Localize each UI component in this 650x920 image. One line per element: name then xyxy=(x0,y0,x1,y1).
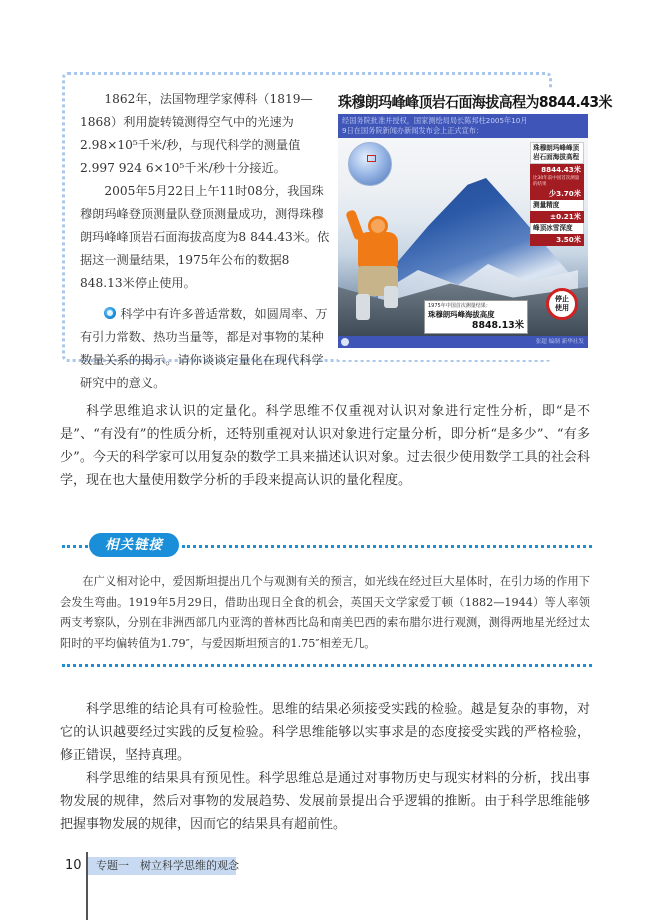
stats-height-value: 8844.43米 xyxy=(530,164,584,176)
stats-compare-note: 比30年前中国首次测量的结果 xyxy=(530,176,584,188)
location-marker-icon xyxy=(367,155,376,162)
infographic-footer xyxy=(338,336,588,348)
everest-infographic xyxy=(338,90,612,360)
paragraph-verifiability: 科学思维的结论具有可检验性。思维的结果必须接受实践的检验。越是复杂的事物，对它的认识越要经过实践的反复检验。科学思维能够以实事求是的态度接受实践的严格检验，修正错误，坚持真理。 xyxy=(60,702,590,763)
dotted-divider-right xyxy=(182,545,592,548)
infographic-title: 珠穆朗玛峰峰顶岩石面海拔高程为8844.43米 xyxy=(338,93,612,111)
related-link-tag: 相关链接 xyxy=(89,533,179,557)
stop-sign-line-1: 停止 xyxy=(555,295,569,303)
stats-header: 珠穆朗玛峰峰顶岩石面海拔高程 xyxy=(530,142,584,164)
stop-use-sign-icon xyxy=(546,288,578,320)
stats-snow-label: 峰顶冰雪深度 xyxy=(530,223,584,234)
old-result-caption: 1975年中国首次测量结果： xyxy=(428,303,491,309)
sidebox-question-text: 科学中有许多普适常数，如圆周率、万有引力常数、热功当量等，都是对事物的某种数量关系的揭示。请你谈谈定量化在现代科学研究中的意义。 xyxy=(80,307,328,390)
stats-precision-value: ±0.21米 xyxy=(530,211,584,223)
banner-line-1: 经国务院批准并授权，国家测绘局局长陈邦柱2005年10月 xyxy=(342,116,528,125)
main-paragraphs-verification xyxy=(60,698,590,836)
old-result-box xyxy=(424,300,528,334)
sidebox-text xyxy=(80,88,330,395)
sidebox-paragraph-foucault: 1862年，法国物理学家傅科（1819—1868）利用旋转镜测得空气中的光速为2.98×10⁵千米/秒，与现代科学的测量值2.997 924 6×10⁵千米/秒十分接近。 xyxy=(80,92,313,175)
old-result-label: 珠穆朗玛峰海拔高度 xyxy=(428,310,495,319)
sidebox-question xyxy=(80,303,330,395)
related-link-paragraph: 在广义相对论中，爱因斯坦提出几个与观测有关的预言，如光线在经过巨大星体时，在引力场的作用下会发生弯曲。1919年5月29日，借助出现日全食的机会，英国天文学家爱丁顿（1882—1944）等人率领两支考察队，分别在非洲西部几内亚湾的普林西比岛和南美巴西的索布腊尔进行观测，测得两地星光经过太阳时的平均偏转值为1.79″，与爱因斯坦预言的1.75″相差无几。 xyxy=(60,575,590,650)
thinking-bullet-icon xyxy=(104,307,116,319)
stop-sign-line-2: 使用 xyxy=(555,304,569,312)
page-number: 10 xyxy=(65,858,82,873)
stats-compare-value: 少3.70米 xyxy=(530,188,584,200)
chapter-title-band: 专题一 树立科学思维的观念 xyxy=(88,857,236,875)
paragraph-predictability: 科学思维的结果具有预见性。科学思维总是通过对事物历史与现实材料的分析，找出事物发展的规律，然后对事物的发展趋势、发展前景提出合乎逻辑的推断。由于科学思维能够把握事物发展的规律，因而它的结果具有超前性。 xyxy=(60,771,590,832)
dotted-divider-bottom xyxy=(62,664,592,667)
paragraph-text: 科学思维追求认识的定量化。科学思维不仅重视对认识对象进行定性分析，即“是不是”、“有没有”的性质分析，还特别重视对认识对象进行定量分析，即分析“是多少”、“有多少”。今天的科学家可以用复杂的数学工具来描述认识对象。过去很少使用数学工具的社会科学，现在也大量使用数学分析的手段来提高认识的量化程度。 xyxy=(60,404,590,488)
climber-illustration xyxy=(350,210,405,330)
infographic-banner xyxy=(338,114,588,138)
xinhua-logo-icon xyxy=(341,338,349,346)
sidebox-paragraph-everest: 2005年5月22日上午11时08分，我国珠穆朗玛峰登顶测量队登顶测量成功，测得珠穆朗玛峰峰顶岩石面海拔高度为8 844.43米。依据这一测量结果，1975年公布的数据8 848.13米停止使用。 xyxy=(80,184,330,290)
old-result-value: 8848.13米 xyxy=(471,320,524,331)
infographic-credit: 张超 编制 新华社发 xyxy=(535,339,584,345)
stats-panel xyxy=(530,142,584,246)
globe-icon xyxy=(348,142,392,186)
stats-snow-value: 3.50米 xyxy=(530,234,584,246)
banner-line-2: 9日在国务院新闻办新闻发布会上正式宣布： xyxy=(342,126,484,135)
related-link-text xyxy=(60,572,590,654)
main-paragraph-quantification xyxy=(60,400,590,492)
stats-precision-label: 测量精度 xyxy=(530,200,584,211)
dotted-divider-left xyxy=(62,545,88,548)
everest-illustration xyxy=(338,138,588,348)
